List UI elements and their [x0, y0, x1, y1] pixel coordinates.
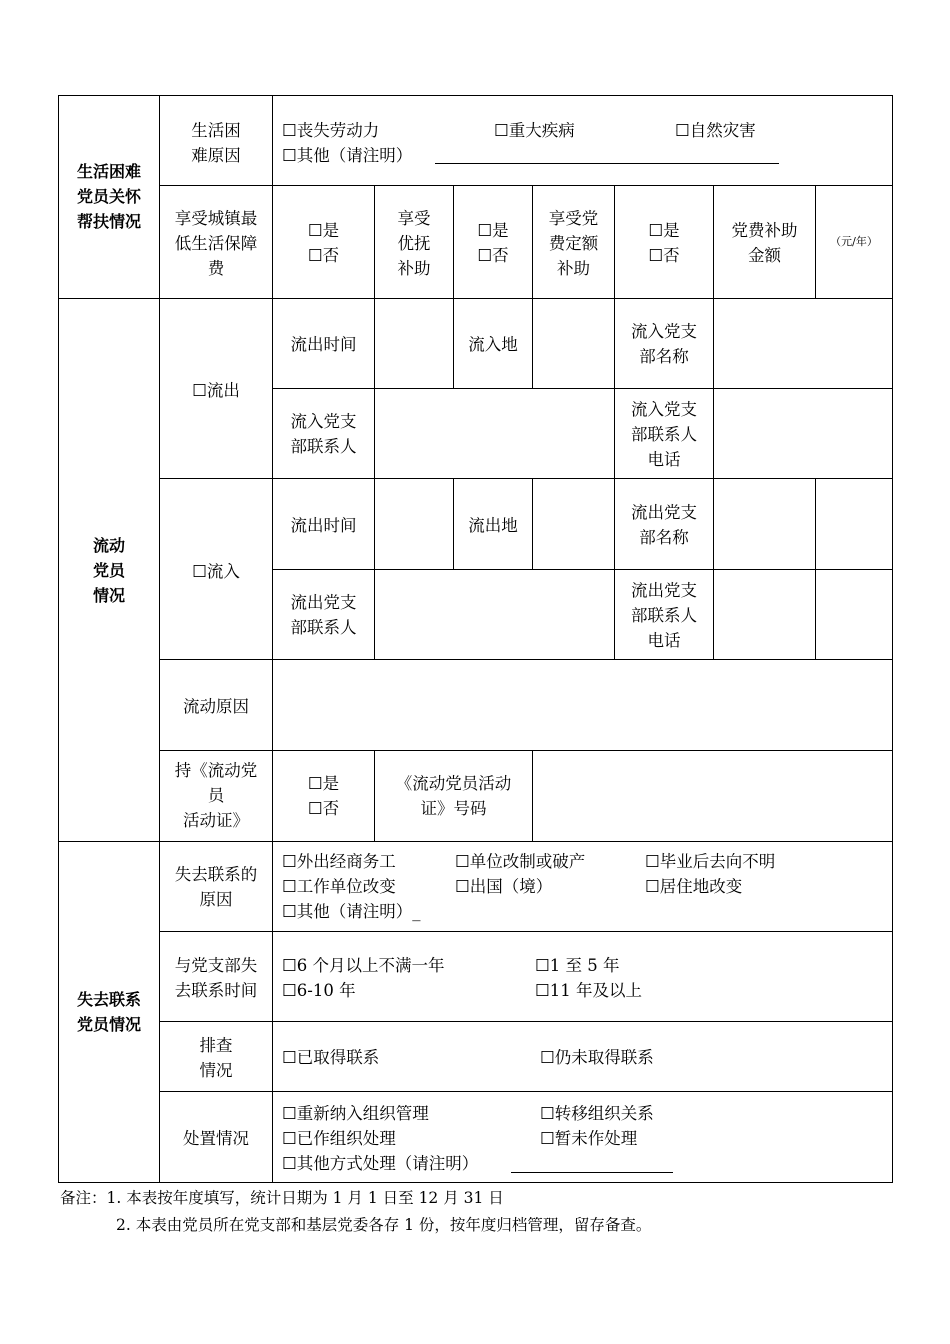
checkbox-not-contacted[interactable]: ☐仍未取得联系 — [540, 1048, 654, 1067]
checkbox-go-abroad[interactable]: ☐出国（境） — [455, 877, 553, 896]
care-section-label: 生活困难 党员关怀 帮扶情况 — [76, 162, 141, 231]
checkbox-business-abroad[interactable]: ☐外出经商务工 — [282, 852, 396, 871]
checkbox-serious-illness[interactable]: ☐重大疾病 — [494, 121, 575, 140]
outflow-branch-contact-label: 流出党支 部联系人 — [290, 593, 357, 637]
activity-card-number-label: 《流动党员活动 证》号码 — [395, 774, 512, 818]
checkbox-restructure[interactable]: ☐单位改制或破产 — [455, 852, 586, 871]
preferential-yes-no[interactable]: ☐是 ☐否 — [477, 221, 509, 265]
checkbox-1-5-years[interactable]: ☐1 至 5 年 — [535, 956, 620, 975]
checkbox-other-reason[interactable]: ☐其他（请注明） — [282, 146, 413, 165]
checkbox-transfer-relation[interactable]: ☐转移组织关系 — [540, 1104, 654, 1123]
checkbox-residence-change[interactable]: ☐居住地改变 — [645, 877, 743, 896]
checkbox-graduate-unknown[interactable]: ☐毕业后去向不明 — [645, 852, 776, 871]
remark-line-1: 备注：1. 本表按年度填写，统计日期为 1 月 1 日至 12 月 31 日 — [60, 1189, 504, 1207]
subsidy-unit: （元/年） — [830, 235, 878, 248]
hardship-reason-label: 生活困 难原因 — [191, 121, 241, 165]
checkbox-contacted[interactable]: ☐已取得联系 — [282, 1048, 380, 1067]
activity-card-yes-no[interactable]: ☐是 ☐否 — [307, 774, 340, 818]
outflow-time-label-2: 流出时间 — [290, 516, 357, 535]
subsidy-amount-label: 党费补助 金额 — [731, 221, 798, 265]
investigation-label: 排查 情况 — [199, 1036, 233, 1080]
min-living-allowance-label: 享受城镇最 低生活保障 费 — [174, 209, 258, 278]
checkbox-natural-disaster[interactable]: ☐自然灾害 — [675, 121, 756, 140]
lost-reason-label: 失去联系的 原因 — [174, 865, 258, 909]
min-living-yes-no[interactable]: ☐是 ☐否 — [307, 221, 340, 265]
checkbox-other-lost-reason[interactable]: ☐其他（请注明）_ — [282, 902, 421, 921]
checkbox-other-handling[interactable]: ☐其他方式处理（请注明） — [282, 1154, 479, 1173]
checkbox-job-change[interactable]: ☐工作单位改变 — [282, 877, 396, 896]
outflow-contact-phone-label: 流出党支 部联系人 电话 — [631, 581, 697, 650]
party-fee-subsidy-label: 享受党 费定额 补助 — [548, 209, 599, 278]
party-fee-yes-no[interactable]: ☐是 ☐否 — [648, 221, 680, 265]
activity-card-label: 持《流动党 员 活动证》 — [174, 761, 258, 830]
checkbox-not-handled[interactable]: ☐暂未作处理 — [540, 1129, 638, 1148]
mobile-reason-label: 流动原因 — [183, 697, 249, 716]
mobile-section-label: 流动 党员 情况 — [92, 536, 125, 605]
inflow-branch-contact-label: 流入党支 部联系人 — [290, 412, 357, 456]
lost-section-label: 失去联系 党员情况 — [76, 990, 141, 1034]
checkbox-flow-in[interactable]: ☐流入 — [192, 562, 240, 581]
checkbox-flow-out[interactable]: ☐流出 — [192, 381, 240, 400]
outflow-place-label: 流出地 — [468, 516, 518, 535]
checkbox-11-plus-years[interactable]: ☐11 年及以上 — [535, 981, 643, 1000]
remarks — [60, 1185, 651, 1239]
lost-time-label: 与党支部失 去联系时间 — [174, 956, 258, 1000]
disposal-label: 处置情况 — [183, 1129, 249, 1148]
inflow-branch-name-label: 流入党支 部名称 — [631, 322, 697, 366]
checkbox-6-12-months[interactable]: ☐6 个月以上不满一年 — [282, 956, 445, 975]
inflow-place-label: 流入地 — [468, 335, 518, 354]
outflow-time-label: 流出时间 — [290, 335, 357, 354]
preferential-subsidy-label: 享受 优抚 补助 — [397, 209, 431, 278]
checkbox-organizational-handling[interactable]: ☐已作组织处理 — [282, 1129, 396, 1148]
checkbox-6-10-years[interactable]: ☐6-10 年 — [282, 981, 356, 1000]
checkbox-lost-labor[interactable]: ☐丧失劳动力 — [282, 121, 380, 140]
inflow-contact-phone-label: 流入党支 部联系人 电话 — [631, 400, 697, 469]
outflow-branch-name-label: 流出党支 部名称 — [631, 503, 697, 547]
remark-line-2: 2. 本表由党员所在党支部和基层党委各存 1 份，按年度归档管理，留存备查。 — [116, 1216, 652, 1234]
checkbox-reincorporate[interactable]: ☐重新纳入组织管理 — [282, 1104, 429, 1123]
